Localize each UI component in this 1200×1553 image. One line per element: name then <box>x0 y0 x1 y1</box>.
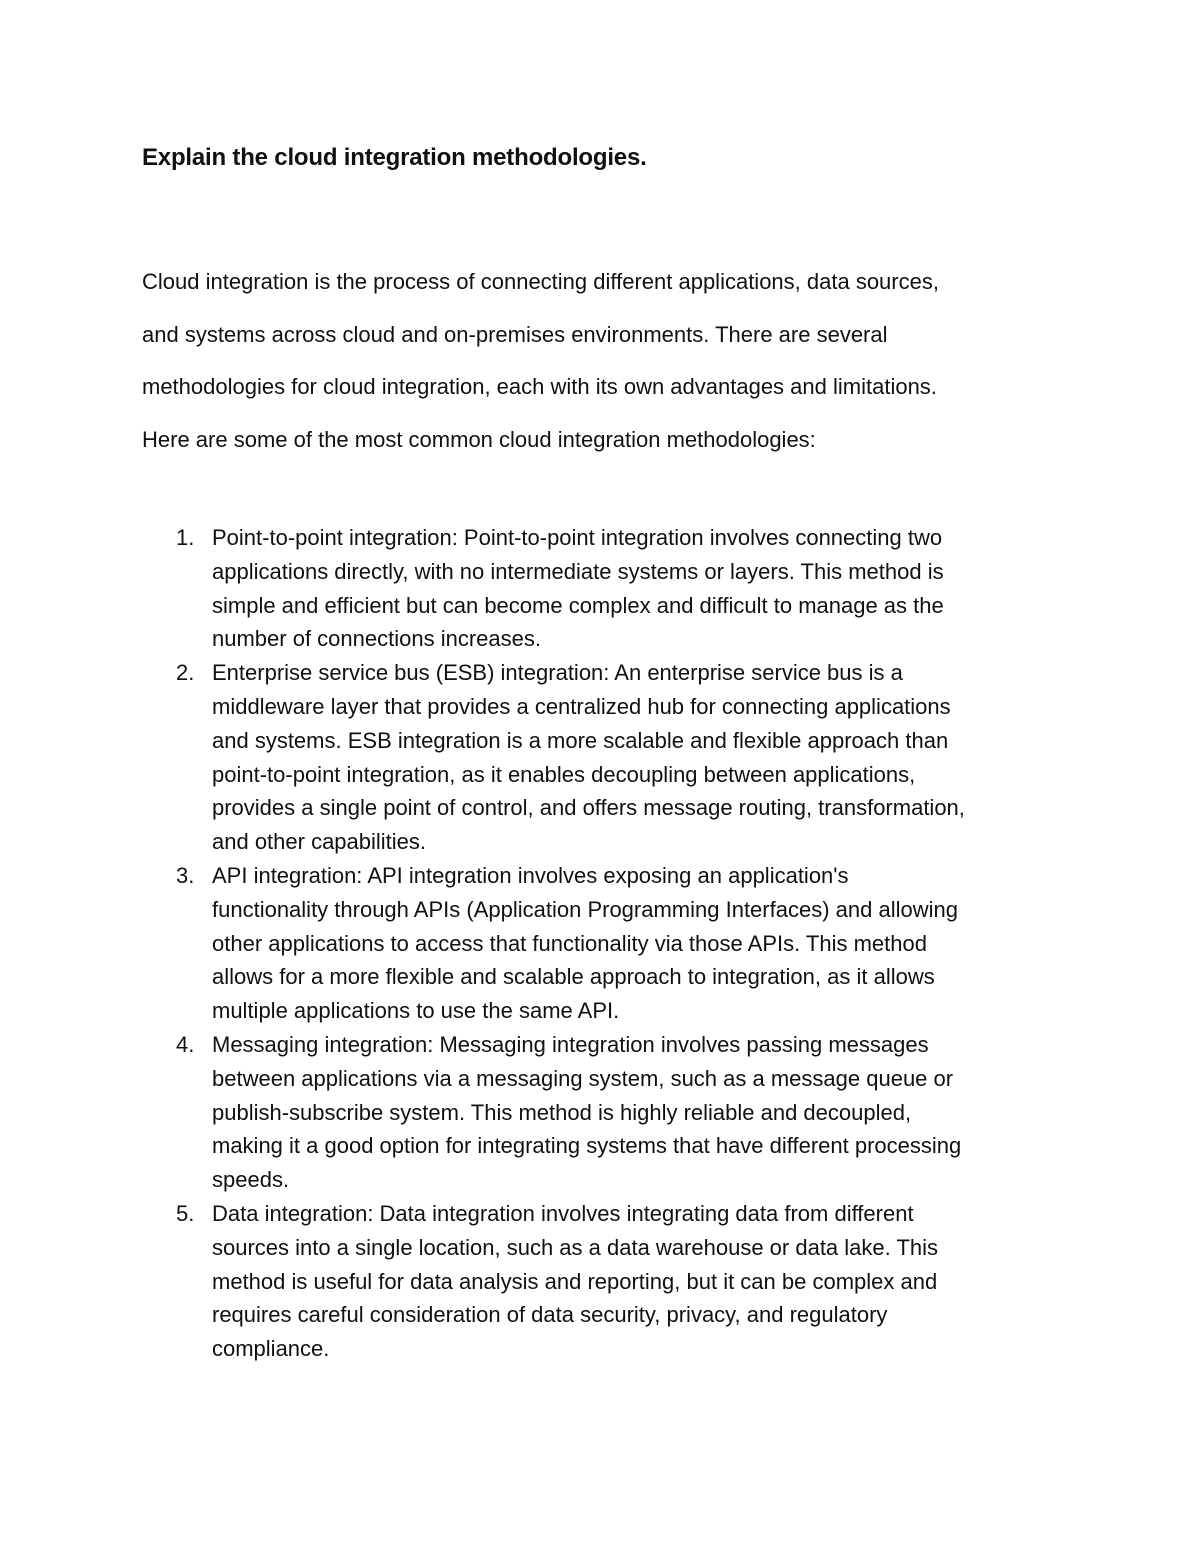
list-item-line: number of connections increases. <box>212 626 541 652</box>
list-item-line: sources into a single location, such as a data warehouse or data lake. This <box>212 1234 939 1260</box>
list-item-line: provides a single point of control, and offers message routing, transformation, <box>212 795 965 821</box>
list-item-line: making it a good option for integrating systems that have different processing <box>212 1133 962 1159</box>
methodology-item-point-to-point <box>142 521 1082 656</box>
methodology-item-esb <box>142 656 1082 859</box>
list-item-line: middleware layer that provides a centralized hub for connecting applications <box>212 693 951 719</box>
list-item-line: point-to-point integration, as it enables decoupling between applications, <box>212 761 916 787</box>
intro-line: and systems across cloud and on-premises environments. There are several <box>142 321 888 347</box>
intro-paragraph <box>142 256 1082 466</box>
list-item-line: applications directly, with no intermediate systems or layers. This method is <box>212 558 944 584</box>
list-item-line: method is useful for data analysis and reporting, but it can be complex and <box>212 1268 938 1294</box>
list-item-line: allows for a more flexible and scalable approach to integration, as it allows <box>212 964 935 990</box>
list-item-line: functionality through APIs (Application Programming Interfaces) and allowing <box>212 896 958 922</box>
list-item-line: Enterprise service bus (ESB) integration: An enterprise service bus is a <box>212 660 903 686</box>
list-item-line: between applications via a messaging system, such as a message queue or <box>212 1065 954 1091</box>
list-item-line: API integration: API integration involves exposing an application's <box>212 862 849 888</box>
methodology-item-api <box>142 859 1082 1028</box>
list-number: 2. <box>176 660 195 686</box>
list-item-line: publish-subscribe system. This method is highly reliable and decoupled, <box>212 1099 912 1125</box>
intro-line: Here are some of the most common cloud integration methodologies: <box>142 426 816 452</box>
list-number: 1. <box>176 525 195 550</box>
list-number: 3. <box>176 862 195 888</box>
intro-line: methodologies for cloud integration, each with its own advantages and limitations. <box>142 374 937 399</box>
list-item-line: and other capabilities. <box>212 829 427 855</box>
document-title: Explain the cloud integration methodologies. <box>142 144 647 171</box>
methodology-list <box>142 521 1082 1366</box>
list-item-line: Point-to-point integration: Point-to-point integration involves connecting two <box>212 525 943 550</box>
list-item-line: Messaging integration: Messaging integration involves passing messages <box>212 1031 929 1057</box>
list-item-line: simple and efficient but can become complex and difficult to manage as the <box>212 592 944 618</box>
methodology-item-messaging <box>142 1028 1082 1197</box>
list-item-line: other applications to access that functionality via those APIs. This method <box>212 930 927 956</box>
list-item-line: Data integration: Data integration involves integrating data from different <box>212 1200 914 1226</box>
list-item-line: multiple applications to use the same API. <box>212 998 620 1024</box>
list-item-line: and systems. ESB integration is a more scalable and flexible approach than <box>212 727 949 753</box>
list-item-line: requires careful consideration of data security, privacy, and regulatory <box>212 1302 888 1328</box>
list-number: 4. <box>176 1031 195 1057</box>
list-item-line: speeds. <box>212 1167 290 1193</box>
methodology-item-data <box>142 1197 1082 1366</box>
list-number: 5. <box>176 1200 195 1226</box>
list-item-line: compliance. <box>212 1336 330 1362</box>
intro-line: Cloud integration is the process of connecting different applications, data sources, <box>142 269 939 294</box>
